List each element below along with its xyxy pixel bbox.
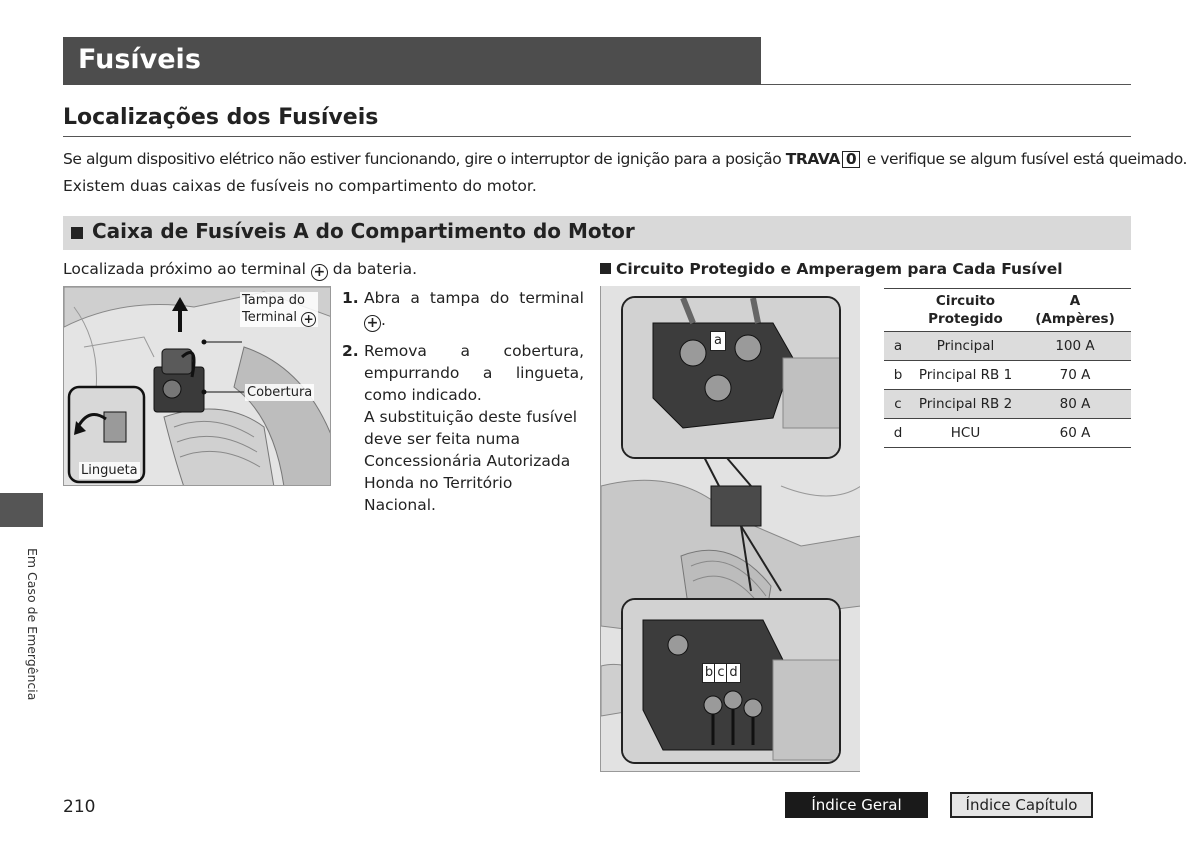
step-2-number: 2. xyxy=(342,342,359,360)
chapter-side-tab[interactable] xyxy=(0,493,43,527)
row-key: c xyxy=(884,390,912,419)
battery-plus-icon: + xyxy=(301,312,316,327)
row-circuit: Principal xyxy=(912,332,1019,361)
location-text xyxy=(63,260,417,281)
header-amps-line1: A xyxy=(1069,293,1081,309)
fuse-box-illustration xyxy=(600,286,860,772)
step-1 xyxy=(342,287,584,332)
row-amps: 100 A xyxy=(1019,332,1131,361)
location-text-before: Localizada próximo ao terminal xyxy=(63,260,311,278)
row-key: d xyxy=(884,419,912,448)
key-position-zero: 0 xyxy=(842,151,860,168)
intro-line-1 xyxy=(63,150,1187,168)
subsection-title: Caixa de Fusíveis A do Compartimento do Motor xyxy=(92,219,635,243)
section-rule xyxy=(63,136,1131,137)
header-circuit xyxy=(912,289,1019,332)
title-rule xyxy=(761,84,1131,85)
fuse-label-c: c xyxy=(714,663,728,683)
fuse-label-a: a xyxy=(710,331,726,351)
indice-geral-button[interactable]: Índice Geral xyxy=(785,792,928,818)
intro-line-2: Existem duas caixas de fusíveis no compartimento do motor. xyxy=(63,177,537,195)
circuit-header xyxy=(600,260,1063,278)
intro-text-after: e verifique se algum fusível está queimado. xyxy=(862,150,1187,168)
row-amps: 60 A xyxy=(1019,419,1131,448)
trava-label: TRAVA xyxy=(785,150,840,168)
step-2-text: Remova a cobertura, empurrando a lingueta, como indicado. xyxy=(364,342,584,404)
indice-capitulo-button[interactable]: Índice Capítulo xyxy=(950,792,1093,818)
row-key: a xyxy=(884,332,912,361)
page-title: Fusíveis xyxy=(78,44,201,75)
header-key xyxy=(884,289,912,332)
fuse-label-d: d xyxy=(726,663,741,683)
table-row xyxy=(884,361,1131,390)
fuse-table-header xyxy=(884,289,1131,332)
row-circuit: Principal RB 1 xyxy=(912,361,1019,390)
intro-text-before: Se algum dispositivo elétrico não estiver funcionando, gire o interruptor de ignição para a posição xyxy=(63,150,786,168)
row-circuit: Principal RB 2 xyxy=(912,390,1019,419)
fuse-box-inset-top xyxy=(621,296,841,459)
square-bullet-icon xyxy=(600,263,611,274)
row-key: b xyxy=(884,361,912,390)
step-1-number: 1. xyxy=(342,289,359,307)
battery-plus-icon: + xyxy=(311,264,328,281)
location-text-after: da bateria. xyxy=(327,260,418,278)
row-amps: 70 A xyxy=(1019,361,1131,390)
step-2-note: A substituição deste fusível deve ser feita numa Concessionária Autorizada Honda no Território Nacional. xyxy=(364,408,578,514)
step-1-suffix: . xyxy=(381,311,386,329)
row-circuit: HCU xyxy=(912,419,1019,448)
step-1-text: Abra a tampa do terminal xyxy=(364,289,584,307)
section-title: Localizações dos Fusíveis xyxy=(63,105,379,130)
page-number: 210 xyxy=(63,797,96,817)
row-amps: 80 A xyxy=(1019,390,1131,419)
instruction-steps xyxy=(342,287,584,524)
subsection-header xyxy=(63,216,1131,250)
callout-lingueta: Lingueta xyxy=(81,463,138,478)
fuse-label-b: b xyxy=(702,663,716,683)
square-bullet-icon xyxy=(71,227,83,239)
callout-tampa-line1: Tampa do xyxy=(242,293,305,308)
battery-cover-illustration xyxy=(63,286,331,486)
callout-cobertura: Cobertura xyxy=(247,385,313,400)
header-circuit-line2: Protegido xyxy=(928,311,1003,327)
fuse-a-drawing xyxy=(623,298,841,459)
page-title-bar xyxy=(63,37,761,85)
table-row xyxy=(884,419,1131,448)
header-amps-line2: (Ampères) xyxy=(1035,311,1115,327)
battery-plus-icon: + xyxy=(364,315,381,332)
header-amps xyxy=(1019,289,1131,332)
step-2 xyxy=(342,340,584,516)
chapter-side-label: Em Caso de Emergência xyxy=(25,548,40,701)
table-row xyxy=(884,332,1131,361)
header-circuit-line1: Circuito xyxy=(935,293,996,309)
circuit-header-text: Circuito Protegido e Amperagem para Cada Fusível xyxy=(616,260,1063,278)
fuse-table xyxy=(884,288,1131,448)
callout-tampa xyxy=(240,292,318,327)
table-row xyxy=(884,390,1131,419)
callout-tampa-line2: Terminal xyxy=(242,310,297,325)
